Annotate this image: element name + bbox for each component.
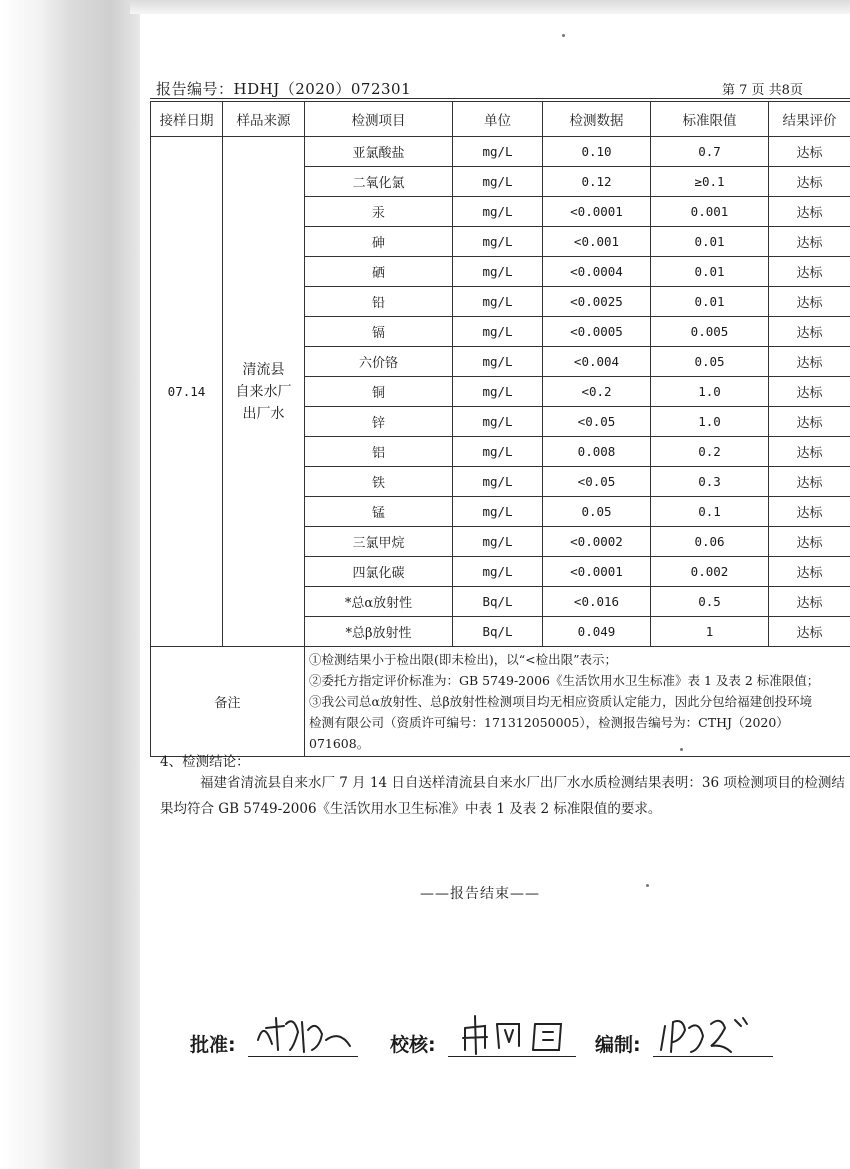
sample-date: 07.14 bbox=[151, 137, 223, 647]
test-results-table bbox=[150, 101, 850, 757]
value-cell: <0.05 bbox=[543, 407, 651, 437]
table-row bbox=[151, 137, 850, 167]
value-cell: <0.0002 bbox=[543, 527, 651, 557]
notes-row bbox=[151, 647, 850, 757]
sample-source bbox=[223, 137, 305, 647]
col-header-unit: 单位 bbox=[453, 102, 543, 137]
report-end-mark: ——报告结束—— bbox=[420, 886, 540, 902]
col-header-item: 检测项目 bbox=[305, 102, 453, 137]
compile-signature bbox=[655, 1010, 765, 1060]
limit-cell: 0.7 bbox=[651, 137, 769, 167]
unit-cell: mg/L bbox=[453, 377, 543, 407]
value-cell: <0.05 bbox=[543, 467, 651, 497]
result-cell: 达标 bbox=[769, 407, 850, 437]
limit-cell: 0.1 bbox=[651, 497, 769, 527]
note-line: ①检测结果小于检出限(即未检出)，以“<检出限”表示； bbox=[309, 652, 618, 667]
table-header-row bbox=[151, 102, 850, 137]
approve-label: 批准: bbox=[190, 1034, 236, 1056]
notes-label: 备注 bbox=[151, 647, 305, 757]
note-line: ③我公司总α放射性、总β放射性检测项目均无相应资质认定能力，因此分包给福建创投环境 bbox=[309, 694, 813, 709]
limit-cell: 0.3 bbox=[651, 467, 769, 497]
limit-cell: 1 bbox=[651, 617, 769, 647]
item-cell: 砷 bbox=[305, 227, 453, 257]
value-cell: <0.0005 bbox=[543, 317, 651, 347]
scan-speck bbox=[680, 748, 683, 751]
result-cell: 达标 bbox=[769, 317, 850, 347]
unit-cell: mg/L bbox=[453, 227, 543, 257]
item-cell: 镉 bbox=[305, 317, 453, 347]
limit-cell: 0.01 bbox=[651, 227, 769, 257]
scan-shadow bbox=[0, 0, 150, 1169]
unit-cell: mg/L bbox=[453, 197, 543, 227]
limit-cell: 0.01 bbox=[651, 257, 769, 287]
item-cell: 汞 bbox=[305, 197, 453, 227]
page-number: 第 7 页 共8页 bbox=[722, 83, 803, 98]
result-cell: 达标 bbox=[769, 527, 850, 557]
value-cell: <0.001 bbox=[543, 227, 651, 257]
value-cell: 0.008 bbox=[543, 437, 651, 467]
unit-cell: mg/L bbox=[453, 257, 543, 287]
item-cell: 六价铬 bbox=[305, 347, 453, 377]
result-cell: 达标 bbox=[769, 197, 850, 227]
limit-cell: 1.0 bbox=[651, 377, 769, 407]
result-cell: 达标 bbox=[769, 587, 850, 617]
approve-signature bbox=[250, 1010, 360, 1060]
limit-cell: ≥0.1 bbox=[651, 167, 769, 197]
unit-cell: mg/L bbox=[453, 137, 543, 167]
result-cell: 达标 bbox=[769, 257, 850, 287]
result-cell: 达标 bbox=[769, 227, 850, 257]
item-cell: 铜 bbox=[305, 377, 453, 407]
limit-cell: 0.2 bbox=[651, 437, 769, 467]
col-header-result: 结果评价 bbox=[769, 102, 850, 137]
value-cell: <0.0004 bbox=[543, 257, 651, 287]
item-cell: *总β放射性 bbox=[305, 617, 453, 647]
item-cell: 锰 bbox=[305, 497, 453, 527]
unit-cell: mg/L bbox=[453, 347, 543, 377]
header-rule bbox=[150, 98, 850, 99]
value-cell: 0.10 bbox=[543, 137, 651, 167]
result-cell: 达标 bbox=[769, 467, 850, 497]
result-cell: 达标 bbox=[769, 437, 850, 467]
item-cell: 铅 bbox=[305, 287, 453, 317]
value-cell: <0.0001 bbox=[543, 557, 651, 587]
item-cell: 亚氯酸盐 bbox=[305, 137, 453, 167]
scan-top-edge bbox=[130, 0, 850, 14]
col-header-date: 接样日期 bbox=[151, 102, 223, 137]
result-cell: 达标 bbox=[769, 617, 850, 647]
note-line: 检测有限公司（资质许可编号：171312050005），检测报告编号为：CTHJ（2020）071608。 bbox=[309, 715, 789, 751]
result-cell: 达标 bbox=[769, 287, 850, 317]
value-cell: <0.0001 bbox=[543, 197, 651, 227]
result-cell: 达标 bbox=[769, 377, 850, 407]
unit-cell: mg/L bbox=[453, 527, 543, 557]
check-signature bbox=[455, 1010, 575, 1060]
value-cell: <0.2 bbox=[543, 377, 651, 407]
col-header-limit: 标准限值 bbox=[651, 102, 769, 137]
value-cell: <0.004 bbox=[543, 347, 651, 377]
check-label: 校核: bbox=[390, 1034, 436, 1056]
result-cell: 达标 bbox=[769, 167, 850, 197]
item-cell: 四氯化碳 bbox=[305, 557, 453, 587]
scan-speck bbox=[562, 34, 565, 37]
item-cell: 三氯甲烷 bbox=[305, 527, 453, 557]
limit-cell: 1.0 bbox=[651, 407, 769, 437]
conclusion-text: 福建省清流县自来水厂 7 月 14 日自送样清流县自来水厂出厂水水质检测结果表明：36 项检测项目的检测结果均符合 GB 5749-2006《生活饮用水卫生标准》中表 1 及表 2 标准限值的要求。 bbox=[160, 775, 845, 817]
result-cell: 达标 bbox=[769, 347, 850, 377]
result-cell: 达标 bbox=[769, 497, 850, 527]
value-cell: 0.049 bbox=[543, 617, 651, 647]
unit-cell: mg/L bbox=[453, 437, 543, 467]
value-cell: 0.05 bbox=[543, 497, 651, 527]
unit-cell: mg/L bbox=[453, 407, 543, 437]
unit-cell: mg/L bbox=[453, 497, 543, 527]
limit-cell: 0.002 bbox=[651, 557, 769, 587]
col-header-source: 样品来源 bbox=[223, 102, 305, 137]
conclusion-heading: 4、检测结论： bbox=[160, 754, 250, 770]
signature-row bbox=[190, 1010, 850, 1070]
unit-cell: mg/L bbox=[453, 317, 543, 347]
unit-cell: mg/L bbox=[453, 287, 543, 317]
notes-content bbox=[305, 647, 850, 757]
limit-cell: 0.005 bbox=[651, 317, 769, 347]
unit-cell: mg/L bbox=[453, 167, 543, 197]
item-cell: 二氧化氯 bbox=[305, 167, 453, 197]
value-cell: 0.12 bbox=[543, 167, 651, 197]
compile-label: 编制: bbox=[595, 1034, 641, 1056]
value-cell: <0.0025 bbox=[543, 287, 651, 317]
sample-source-line: 出厂水 bbox=[242, 405, 285, 422]
item-cell: 铝 bbox=[305, 437, 453, 467]
report-number: 报告编号：HDHJ（2020）072301 bbox=[156, 80, 412, 98]
limit-cell: 0.06 bbox=[651, 527, 769, 557]
limit-cell: 0.5 bbox=[651, 587, 769, 617]
item-cell: 锌 bbox=[305, 407, 453, 437]
sample-source-line: 自来水厂 bbox=[235, 383, 292, 400]
item-cell: 铁 bbox=[305, 467, 453, 497]
item-cell: *总α放射性 bbox=[305, 587, 453, 617]
value-cell: <0.016 bbox=[543, 587, 651, 617]
result-cell: 达标 bbox=[769, 557, 850, 587]
result-cell: 达标 bbox=[769, 137, 850, 167]
limit-cell: 0.05 bbox=[651, 347, 769, 377]
col-header-value: 检测数据 bbox=[543, 102, 651, 137]
sample-source-line: 清流县 bbox=[242, 361, 285, 378]
limit-cell: 0.001 bbox=[651, 197, 769, 227]
unit-cell: Bq/L bbox=[453, 617, 543, 647]
note-line: ②委托方指定评价标准为：GB 5749-2006《生活饮用水卫生标准》表 1 及表 2 标准限值； bbox=[309, 673, 820, 688]
unit-cell: mg/L bbox=[453, 557, 543, 587]
unit-cell: mg/L bbox=[453, 467, 543, 497]
unit-cell: Bq/L bbox=[453, 587, 543, 617]
scan-speck bbox=[646, 884, 649, 887]
item-cell: 硒 bbox=[305, 257, 453, 287]
limit-cell: 0.01 bbox=[651, 287, 769, 317]
